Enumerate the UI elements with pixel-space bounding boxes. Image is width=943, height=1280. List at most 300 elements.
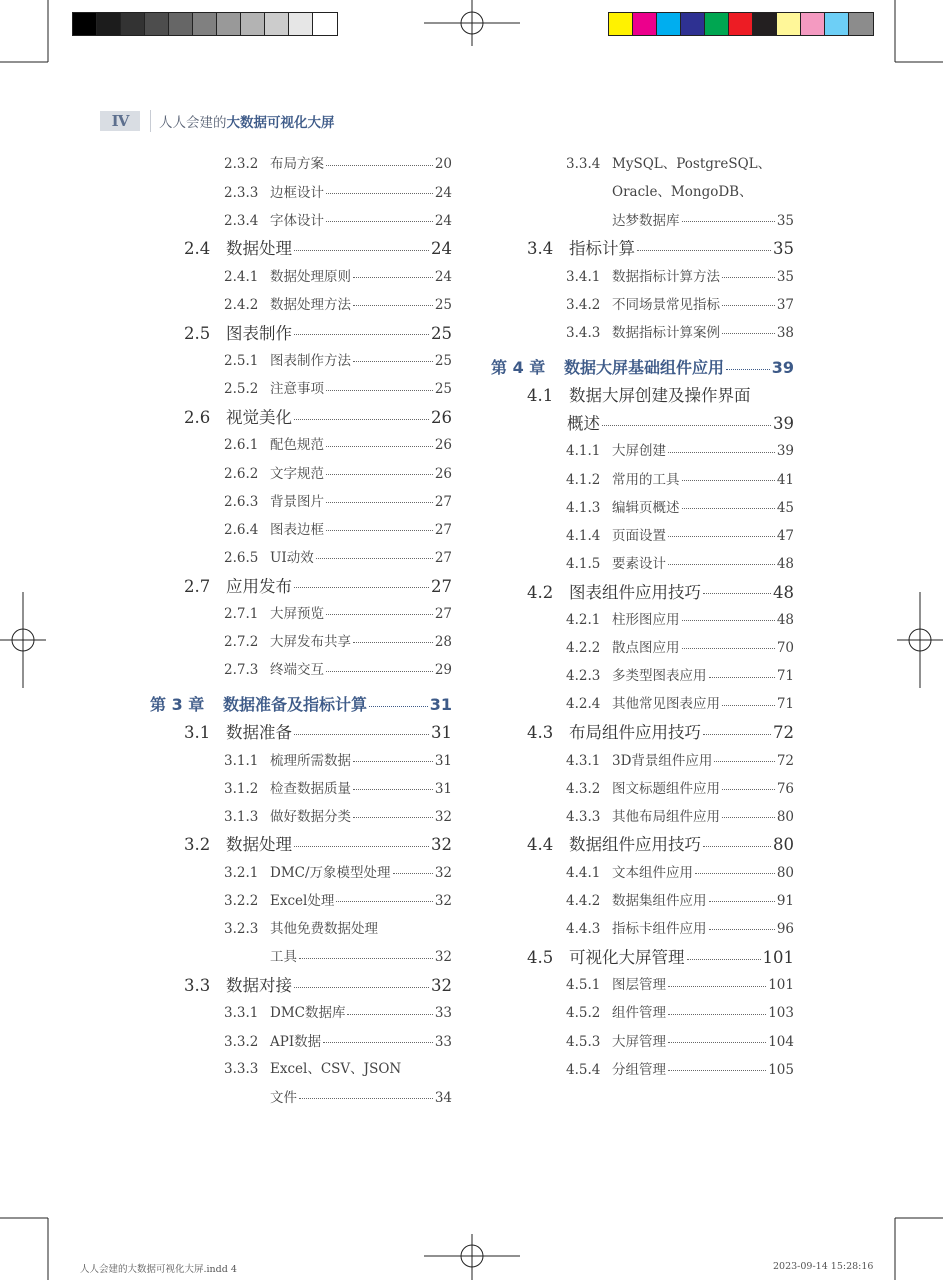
- toc-leader-dots: [369, 695, 428, 707]
- toc-entry-title: Oracle、MongoDB、: [612, 184, 753, 201]
- toc-entry-number: 3.4.1: [566, 268, 601, 285]
- toc-entry-page: 31: [431, 723, 452, 742]
- toc-leader-dots: [722, 780, 775, 790]
- toc-entry-title: 图文标题组件应用: [612, 780, 720, 797]
- toc-entry: [566, 557, 794, 571]
- toc-leader-dots: [294, 238, 429, 251]
- toc-entry-title: 背景图片: [270, 493, 324, 510]
- toc-entry-number: 2.4.2: [224, 296, 259, 313]
- toc-entry-title: 指标卡组件应用: [612, 921, 707, 938]
- toc-entry-number: 4.1.5: [566, 555, 601, 572]
- footer-file-name: 人人会建的大数据可视化大屏.indd 4: [80, 1264, 237, 1275]
- toc-entry-page: 101: [762, 947, 794, 967]
- toc-entry-page: 24: [434, 268, 452, 285]
- toc-leader-dots: [299, 1089, 433, 1099]
- toc-leader-dots: [353, 751, 433, 761]
- toc-entry-title: 做好数据分类: [270, 808, 351, 825]
- toc-entry-title: 可视化大屏管理: [569, 947, 685, 967]
- toc-entry: [184, 975, 452, 995]
- toc-entry: [527, 241, 794, 258]
- toc-entry-title: 数据处理方法: [270, 296, 351, 313]
- toc-leader-dots: [299, 948, 433, 958]
- toc-leader-dots: [668, 442, 775, 452]
- toc-entry-page: 33: [434, 1005, 452, 1022]
- toc-entry-page: 27: [431, 576, 452, 596]
- book-title-prefix: 人人会建的: [159, 115, 227, 131]
- toc-entry-page: 71: [776, 696, 794, 713]
- toc-entry-page: 26: [434, 437, 452, 454]
- toc-entry: [224, 186, 452, 200]
- toc-entry-title: 注意事项: [270, 381, 324, 398]
- toc-entry-page: 39: [776, 443, 794, 460]
- toc-entry-title: 大屏创建: [612, 443, 666, 460]
- toc-entry: [184, 323, 452, 343]
- toc-entry-title: 工具: [270, 949, 297, 966]
- toc-entry-title: Excel、CSV、JSON: [270, 1061, 402, 1078]
- toc-entry: [566, 782, 794, 796]
- toc-entry-number: 4.3.3: [566, 808, 601, 825]
- toc-entry-page: 25: [434, 296, 452, 313]
- toc-entry-title: 达梦数据库: [612, 212, 680, 229]
- toc-leader-dots: [709, 920, 775, 930]
- toc-entry: [566, 1063, 794, 1077]
- toc-entry-page: 72: [776, 752, 794, 769]
- toc-entry-page: 48: [773, 582, 794, 602]
- toc-entry-title: 梳理所需数据: [270, 752, 351, 769]
- toc-entry-title: MySQL、PostgreSQL、: [612, 156, 772, 172]
- toc-entry-number: 4.1.1: [566, 443, 601, 460]
- toc-entry: [566, 698, 794, 712]
- toc-entry-page: 103: [768, 1005, 794, 1022]
- toc-leader-dots: [687, 947, 761, 960]
- running-header: [100, 110, 335, 132]
- toc-leader-dots: [668, 527, 775, 537]
- toc-entry-number: 4.2.4: [566, 696, 601, 713]
- toc-entry-title: DMC/万象模型处理: [270, 864, 391, 881]
- toc-entry-number: 3.2: [184, 835, 211, 855]
- toc-entry-page: 80: [773, 835, 794, 855]
- toc-chapter-entry: [150, 694, 452, 714]
- toc-entry-page: 35: [776, 212, 794, 229]
- toc-leader-dots: [722, 268, 775, 278]
- toc-entry-page: 45: [776, 499, 794, 516]
- toc-leader-dots: [602, 413, 771, 426]
- toc-entry-number: 4.1.3: [566, 499, 601, 516]
- toc-leader-dots: [637, 238, 771, 251]
- toc-entry: [527, 725, 794, 742]
- toc-leader-dots: [294, 975, 429, 988]
- toc-entry-title: 大屏预览: [270, 606, 324, 623]
- toc-entry-title: 散点图应用: [612, 640, 680, 657]
- toc-entry-page: 32: [434, 808, 452, 825]
- toc-entry: [224, 810, 452, 824]
- toc-entry-page: 80: [776, 864, 794, 881]
- toc-leader-dots: [393, 864, 433, 874]
- toc-entry: [224, 782, 452, 796]
- toc-entry: [224, 158, 452, 172]
- toc-entry-number: 4.2.3: [566, 668, 601, 685]
- toc-entry-number: 2.6.2: [224, 465, 259, 482]
- toc-entry-page: 76: [776, 780, 794, 797]
- toc-leader-dots: [326, 661, 433, 671]
- toc-entry-number: 3.1.3: [224, 808, 259, 825]
- toc-entry-page: 25: [434, 353, 452, 370]
- toc-entry: [224, 383, 452, 397]
- page-number-badge: IV: [100, 111, 140, 131]
- toc-entry-page: 31: [434, 780, 452, 797]
- toc-leader-dots: [353, 808, 433, 818]
- toc-entry: [566, 1007, 794, 1021]
- toc-entry-title: 数据处理: [226, 239, 292, 259]
- toc-leader-dots: [294, 323, 429, 336]
- toc-leader-dots: [709, 892, 775, 902]
- toc-entry: [527, 385, 794, 405]
- toc-entry-title: UI动效: [270, 549, 314, 566]
- toc-leader-dots: [722, 695, 775, 705]
- toc-leader-dots: [668, 555, 775, 565]
- toc-entry-number: 3.3.1: [224, 1005, 259, 1022]
- toc-entry-title: 编辑页概述: [612, 499, 680, 516]
- toc-entry-number: 4.1.4: [566, 527, 601, 544]
- toc-entry-page: 20: [434, 156, 452, 173]
- toc-entry-page: 31: [429, 694, 452, 714]
- toc-entry-page: 34: [434, 1089, 452, 1106]
- toc-entry: [566, 642, 794, 656]
- toc-entry: [224, 296, 452, 313]
- toc-entry-number: 2.3.4: [224, 212, 259, 229]
- toc-entry-page: 96: [776, 921, 794, 938]
- toc-entry-number: 2.6.3: [224, 493, 259, 510]
- toc-entry-number: 2.6.4: [224, 521, 259, 538]
- toc-entry-page: 38: [776, 325, 794, 342]
- toc-entry-title: 文字规范: [270, 465, 324, 482]
- toc-entry-title: 其他免费数据处理: [270, 920, 378, 937]
- toc-entry-title: 数据组件应用技巧: [569, 835, 701, 855]
- toc-entry-title: 3D背景组件应用: [612, 752, 713, 769]
- toc-leader-dots: [326, 436, 433, 446]
- toc-entry-page: 24: [431, 239, 452, 259]
- toc-entry-title: 数据准备: [226, 723, 292, 742]
- toc-entry-title: 检查数据质量: [270, 780, 351, 797]
- toc-entry: [566, 864, 794, 881]
- toc-entry-title: 柱形图应用: [612, 612, 680, 629]
- toc-leader-dots: [722, 324, 775, 334]
- toc-entry-number: 4.3.1: [566, 752, 601, 769]
- toc-leader-dots: [326, 183, 433, 193]
- toc-entry-title: 数据集组件应用: [612, 893, 707, 910]
- toc-entry-page: 27: [434, 521, 452, 538]
- toc-entry-page: 39: [771, 357, 794, 377]
- toc-entry-page: 48: [776, 612, 794, 629]
- toc-entry-title: 图表制作: [226, 323, 292, 343]
- toc-entry-number: 3.4.2: [566, 296, 601, 313]
- toc-entry-number: 4.2.1: [566, 612, 601, 629]
- toc-entry-page: 72: [773, 723, 794, 742]
- toc-entry-title: 指标计算: [569, 239, 635, 259]
- toc-leader-dots: [326, 212, 433, 222]
- toc-entry-number: 4.5.2: [566, 1005, 601, 1022]
- header-divider: [150, 110, 151, 132]
- toc-entry: [270, 951, 452, 965]
- toc-entry-title: 文件: [270, 1089, 297, 1106]
- toc-entry-number: 2.3.2: [224, 156, 259, 173]
- toc-entry: [224, 1007, 452, 1021]
- toc-entry-number: 2.7: [184, 576, 211, 596]
- toc-leader-dots: [353, 352, 433, 362]
- toc-entry-number: 3.3.2: [224, 1033, 259, 1050]
- toc-entry-title: 大屏发布共享: [270, 634, 351, 651]
- toc-entry-page: 29: [434, 662, 452, 679]
- toc-entry-title: 不同场景常见指标: [612, 296, 720, 313]
- toc-leader-dots: [682, 611, 775, 621]
- toc-entry-page: 91: [776, 893, 794, 910]
- toc-entry-number: 第 3 章: [150, 694, 205, 714]
- toc-entry: [612, 186, 794, 200]
- toc-leader-dots: [326, 380, 433, 390]
- toc-entry-number: 4.3.2: [566, 780, 601, 797]
- toc-entry: [224, 895, 452, 909]
- toc-leader-dots: [726, 357, 770, 369]
- toc-entry-title: 布局方案: [270, 156, 324, 173]
- toc-entry-title: 多类型图表应用: [612, 668, 707, 685]
- toc-entry: [527, 947, 794, 967]
- toc-entry-number: 2.5: [184, 323, 211, 343]
- toc-leader-dots: [682, 639, 775, 649]
- toc-leader-dots: [336, 892, 432, 902]
- toc-entry: [567, 413, 794, 433]
- toc-leader-dots: [347, 1004, 432, 1014]
- toc-entry-number: 2.4: [184, 239, 211, 259]
- toc-leader-dots: [709, 667, 775, 677]
- toc-leader-dots: [722, 808, 775, 818]
- toc-entry: [566, 614, 794, 628]
- toc-entry: [270, 1091, 452, 1105]
- toc-entry-number: 3.3.4: [566, 156, 601, 172]
- toc-entry-number: 3.3: [184, 975, 211, 995]
- toc-leader-dots: [682, 212, 775, 222]
- toc-entry: [184, 576, 452, 596]
- toc-entry: [224, 754, 452, 768]
- toc-entry: [184, 837, 452, 854]
- toc-entry-number: 3.2.3: [224, 920, 259, 937]
- toc-entry-page: 35: [773, 239, 794, 259]
- toc-entry: [184, 725, 452, 742]
- toc-entry: [224, 664, 452, 678]
- toc-leader-dots: [722, 296, 775, 306]
- toc-leader-dots: [326, 605, 433, 615]
- footer-timestamp: 2023-09-14 15:28:16: [773, 1261, 874, 1272]
- toc-entry-title: 其他常见图表应用: [612, 696, 720, 713]
- toc-entry-number: 4.5.4: [566, 1061, 601, 1078]
- toc-entry-page: 37: [776, 296, 794, 313]
- toc-entry-number: 4.2: [527, 582, 554, 602]
- toc-entry-number: 3.3.3: [224, 1061, 259, 1078]
- toc-entry-number: 3.1: [184, 723, 211, 742]
- toc-entry: [527, 582, 794, 602]
- toc-leader-dots: [326, 155, 433, 165]
- toc-entry-page: 48: [776, 555, 794, 572]
- toc-entry: [224, 523, 452, 537]
- toc-entry-title: 页面设置: [612, 527, 666, 544]
- toc-leader-dots: [682, 499, 775, 509]
- toc-entry: [566, 445, 794, 459]
- toc-leader-dots: [326, 493, 433, 503]
- toc-entry-number: 3.4: [527, 239, 554, 259]
- toc-entry: [566, 1035, 794, 1049]
- toc-entry-title: 概述: [567, 413, 600, 433]
- toc-entry-title: 文本组件应用: [612, 864, 693, 881]
- toc-entry-number: 4.3: [527, 723, 554, 742]
- toc-entry-page: 25: [434, 381, 452, 398]
- toc-entry-page: 27: [434, 493, 452, 510]
- toc-entry-number: 2.6: [184, 407, 211, 427]
- toc-entry: [566, 670, 794, 684]
- toc-entry-title: DMC数据库: [270, 1005, 346, 1022]
- toc-entry-title: 数据大屏基础组件应用: [564, 357, 725, 377]
- toc-leader-dots: [668, 1061, 766, 1071]
- toc-entry-page: 27: [434, 606, 452, 623]
- toc-leader-dots: [668, 1032, 766, 1042]
- toc-entry-number: 4.5.3: [566, 1033, 601, 1050]
- toc-entry-title: 数据处理原则: [270, 268, 351, 285]
- toc-entry-title: 应用发布: [226, 576, 292, 596]
- toc-entry: [224, 439, 452, 453]
- toc-entry-title: 数据指标计算方法: [612, 268, 720, 285]
- toc-entry-number: 4.5: [527, 947, 554, 967]
- toc-leader-dots: [703, 722, 771, 735]
- toc-leader-dots: [668, 1004, 766, 1014]
- toc-leader-dots: [294, 722, 429, 735]
- toc-entry-page: 80: [776, 808, 794, 825]
- toc-entry-title: 图表制作方法: [270, 353, 351, 370]
- toc-entry-page: 32: [431, 975, 452, 995]
- toc-entry-number: 2.7.3: [224, 662, 259, 679]
- toc-leader-dots: [703, 582, 771, 595]
- toc-entry-page: 31: [434, 752, 452, 769]
- toc-entry-title: 数据处理: [226, 835, 292, 855]
- toc-entry: [566, 501, 794, 515]
- toc-leader-dots: [703, 835, 771, 848]
- toc-entry: [224, 551, 452, 565]
- toc-leader-dots: [353, 780, 433, 790]
- toc-leader-dots: [695, 864, 775, 874]
- toc-entry: [184, 241, 452, 258]
- toc-entry-title: API数据: [270, 1033, 322, 1050]
- toc-entry: [224, 1063, 452, 1077]
- toc-entry-page: 104: [768, 1033, 794, 1050]
- toc-entry-number: 3.1.2: [224, 780, 259, 797]
- toc-entry-page: 26: [431, 407, 452, 427]
- toc-entry: [224, 270, 452, 284]
- toc-entry-page: 32: [434, 893, 452, 910]
- toc-entry: [224, 636, 452, 650]
- toc-entry: [566, 296, 794, 313]
- toc-entry: [566, 473, 794, 487]
- toc-entry-number: 3.2.2: [224, 893, 259, 910]
- toc-entry-page: 35: [776, 268, 794, 285]
- toc-entry-page: 24: [434, 212, 452, 229]
- book-title-bold: 大数据可视化大屏: [226, 115, 335, 131]
- toc-entry-page: 101: [768, 977, 794, 994]
- toc-entry-page: 25: [431, 323, 452, 343]
- toc-leader-dots: [294, 407, 429, 420]
- toc-entry-number: 4.5.1: [566, 977, 601, 994]
- toc-entry: [224, 355, 452, 369]
- toc-entry-page: 28: [434, 634, 452, 651]
- toc-entry-number: 2.3.3: [224, 184, 259, 201]
- toc-leader-dots: [353, 633, 433, 643]
- toc-entry-page: 32: [434, 864, 452, 881]
- toc-entry: [527, 837, 794, 854]
- toc-leader-dots: [353, 296, 433, 306]
- toc-entry: [612, 214, 794, 228]
- toc-chapter-entry: [491, 357, 794, 377]
- toc-entry: [566, 529, 794, 543]
- toc-leader-dots: [294, 576, 429, 589]
- toc-entry-page: 27: [434, 549, 452, 566]
- toc-entry-title: 组件管理: [612, 1005, 666, 1022]
- toc-leader-dots: [294, 835, 429, 848]
- toc-entry-page: 24: [434, 184, 452, 201]
- toc-entry-title: 数据准备及指标计算: [223, 694, 368, 714]
- toc-entry-page: 39: [773, 413, 794, 433]
- toc-entry-number: 4.4.1: [566, 864, 601, 881]
- toc-entry-page: 70: [776, 640, 794, 657]
- toc-entry-title: 数据大屏创建及操作界面: [569, 385, 751, 405]
- toc-entry-number: 3.4.3: [566, 325, 601, 342]
- toc-entry-page: 71: [776, 668, 794, 685]
- toc-entry-title: 其他布局组件应用: [612, 808, 720, 825]
- toc-entry: [566, 270, 794, 284]
- toc-entry: [566, 158, 794, 172]
- toc-entry-page: 32: [434, 949, 452, 966]
- toc-entry-title: 大屏管理: [612, 1033, 666, 1050]
- toc-entry-title: 配色规范: [270, 437, 324, 454]
- toc-entry: [566, 979, 794, 993]
- toc-entry-title: Excel处理: [270, 893, 335, 910]
- toc-leader-dots: [316, 549, 433, 559]
- toc-entry-number: 4.4: [527, 835, 554, 855]
- toc-entry-title: 图层管理: [612, 977, 666, 994]
- toc-entry-number: 3.1.1: [224, 752, 259, 769]
- toc-entry-title: 字体设计: [270, 212, 324, 229]
- toc-leader-dots: [682, 470, 775, 480]
- toc-entry: [566, 327, 794, 341]
- toc-entry-number: 4.1: [527, 385, 554, 405]
- toc-leader-dots: [714, 751, 774, 761]
- toc-entry: [224, 608, 452, 622]
- toc-entry: [566, 754, 794, 768]
- toc-entry-number: 4.4.3: [566, 921, 601, 938]
- toc-entry-title: 图表边框: [270, 521, 324, 538]
- toc-entry-number: 2.7.2: [224, 634, 259, 651]
- toc-entry-title: 视觉美化: [226, 407, 292, 427]
- toc-entry-page: 32: [431, 835, 452, 855]
- toc-entry-title: 终端交互: [270, 662, 324, 679]
- toc-entry-number: 2.7.1: [224, 606, 259, 623]
- toc-entry-page: 47: [776, 527, 794, 544]
- toc-entry-number: 2.6.5: [224, 549, 259, 566]
- toc-entry-title: 分组管理: [612, 1061, 666, 1078]
- toc-entry-title: 边框设计: [270, 184, 324, 201]
- toc-entry-page: 41: [776, 471, 794, 488]
- toc-entry: [224, 214, 452, 228]
- toc-entry: [184, 407, 452, 427]
- toc-entry-number: 2.5.2: [224, 381, 259, 398]
- toc-entry: [224, 495, 452, 509]
- toc-entry-title: 布局组件应用技巧: [569, 723, 701, 742]
- toc-entry-page: 105: [768, 1061, 794, 1078]
